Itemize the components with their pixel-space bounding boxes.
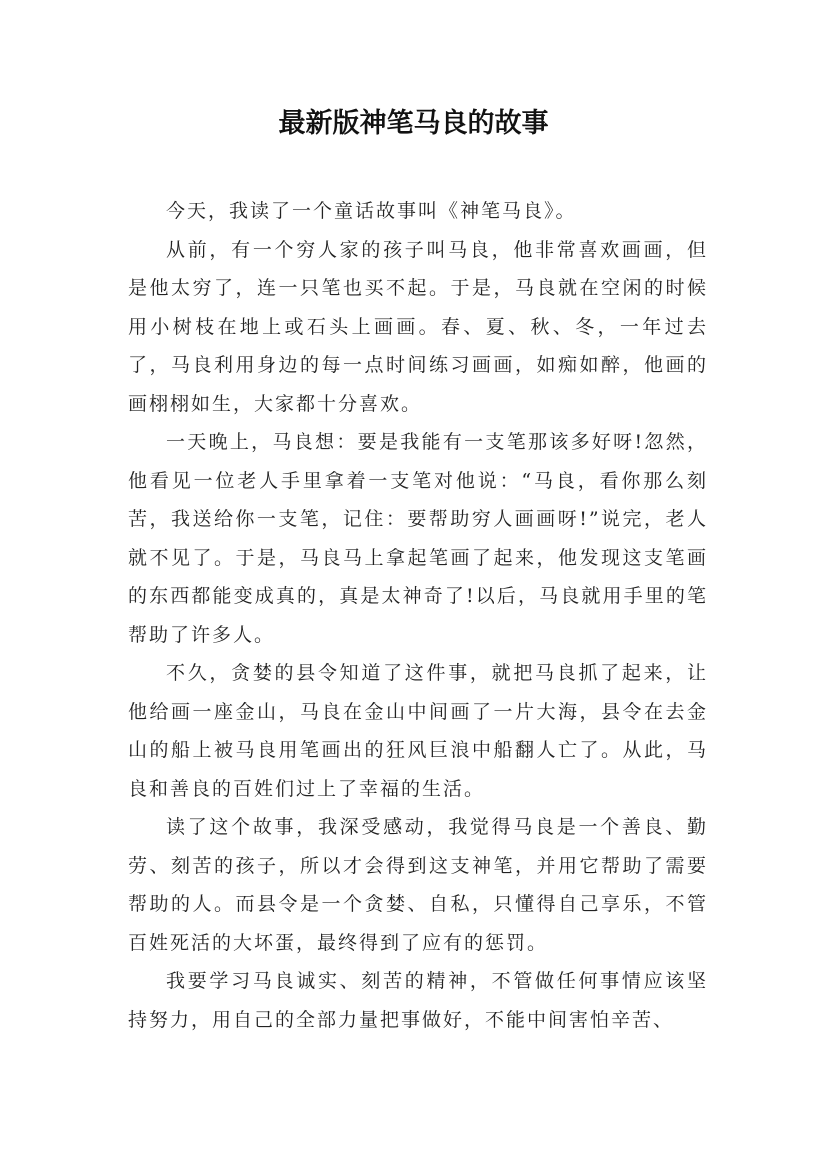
document-body (128, 192, 708, 1039)
paragraph-1: 今天，我读了一个童话故事叫《神笔马良》。 (166, 200, 577, 222)
paragraph-6: 我要学习马良诚实、刻苦的精神，不管做任何事情应该坚持努力，用自己的全部力量把事做好，不能中间害怕辛苦、 (128, 970, 708, 1031)
document-title: 最新版神笔马良的故事 (278, 108, 549, 139)
paragraph-4: 不久，贪婪的县令知道了这件事，就把马良抓了起来，让他给画一座金山，马良在金山中间画了一片大海，县令在去金山的船上被马良用笔画出的狂风巨浪中船翻人亡了。从此，马良和善良的百姓们过上了幸福的生活。 (128, 662, 708, 800)
paragraph-3: 一天晚上，马良想：要是我能有一支笔那该多好呀!忽然，他看见一位老人手里拿着一支笔对他说：“马良，看你那么刻苦，我送给你一支笔，记住：要帮助穷人画画呀!”说完，老人就不见了。于是，马良马上拿起笔画了起来，他发现这支笔画的东西都能变成真的，真是太神奇了!以后，马良就用手里的笔帮助了许多人。 (128, 431, 708, 646)
paragraph-2: 从前，有一个穷人家的孩子叫马良，他非常喜欢画画，但是他太穷了，连一只笔也买不起。于是，马良就在空闲的时候用小树枝在地上或石头上画画。春、夏、秋、冬，一年过去了，马良利用身边的每一点时间练习画画，如痴如醉，他画的画栩栩如生，大家都十分喜欢。 (128, 238, 708, 415)
paragraph-5: 读了这个故事，我深受感动，我觉得马良是一个善良、勤劳、刻苦的孩子，所以才会得到这支神笔，并用它帮助了需要帮助的人。而县令是一个贪婪、自私，只懂得自己享乐，不管百姓死活的大坏蛋，最终得到了应有的惩罚。 (128, 816, 708, 954)
